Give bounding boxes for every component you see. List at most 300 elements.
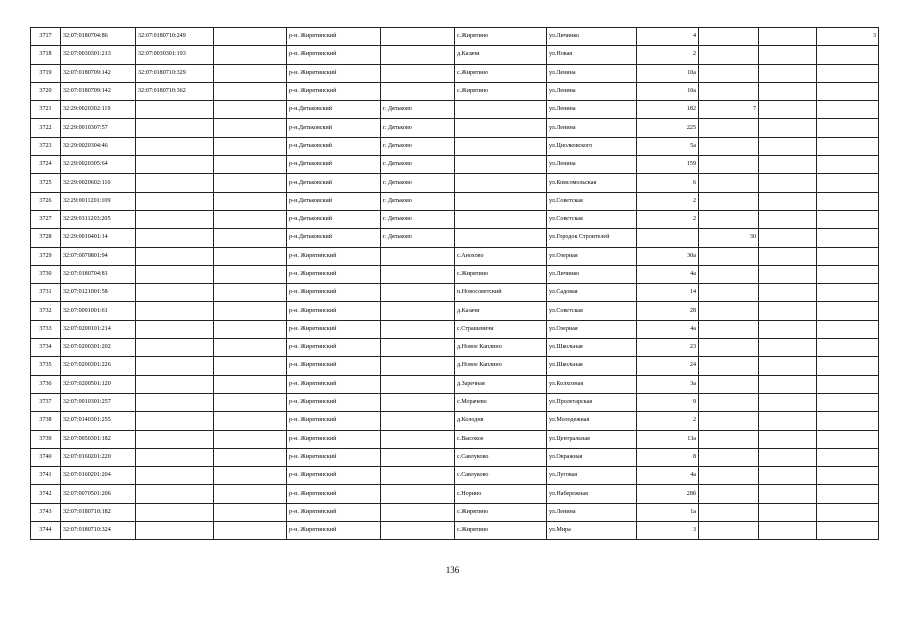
extra-cell [759, 485, 817, 503]
empty-cell [214, 339, 287, 357]
district-cell: р-н.Дятьковский [287, 210, 381, 228]
city-cell: г. Дятьково [381, 101, 455, 119]
house-number-cell: 13а [637, 430, 699, 448]
street-cell: ул.Луговая [547, 467, 637, 485]
parent-cadastral-number-cell [136, 156, 214, 174]
apartment-cell [699, 339, 759, 357]
extra-cell [759, 302, 817, 320]
street-cell: ул.Набережная [547, 485, 637, 503]
apartment-cell [699, 82, 759, 100]
cadastral-number-cell: 32:07:0160201:204 [61, 467, 136, 485]
parent-cadastral-number-cell [136, 101, 214, 119]
register-table-body [31, 28, 879, 540]
row-number-cell: 3720 [31, 82, 61, 100]
apartment-cell [699, 375, 759, 393]
extra-cell-2 [817, 375, 879, 393]
table-row [31, 412, 879, 430]
house-number-cell: 4а [637, 265, 699, 283]
extra-cell [759, 28, 817, 46]
extra-cell [759, 467, 817, 485]
parent-cadastral-number-cell [136, 467, 214, 485]
row-number-cell: 3721 [31, 101, 61, 119]
row-number-cell: 3719 [31, 64, 61, 82]
settlement-cell: с.Жирятино [455, 64, 547, 82]
empty-cell [214, 357, 287, 375]
apartment-cell [699, 302, 759, 320]
street-cell: ул.Центральная [547, 430, 637, 448]
empty-cell [214, 430, 287, 448]
extra-cell-2 [817, 82, 879, 100]
settlement-cell: с.Жирятино [455, 503, 547, 521]
apartment-cell [699, 119, 759, 137]
row-number-cell: 3729 [31, 247, 61, 265]
empty-cell [214, 503, 287, 521]
empty-cell [214, 375, 287, 393]
apartment-cell [699, 174, 759, 192]
extra-cell [759, 210, 817, 228]
parent-cadastral-number-cell: 32:07:0180710:329 [136, 64, 214, 82]
row-number-cell: 3728 [31, 229, 61, 247]
cadastral-number-cell: 32:07:0200301:226 [61, 357, 136, 375]
table-row [31, 82, 879, 100]
parent-cadastral-number-cell [136, 247, 214, 265]
settlement-cell: с.Страшевичи [455, 320, 547, 338]
settlement-cell: с.Высокое [455, 430, 547, 448]
apartment-cell [699, 467, 759, 485]
table-row [31, 375, 879, 393]
city-cell [381, 302, 455, 320]
extra-cell-2 [817, 412, 879, 430]
settlement-cell: с.Жирятино [455, 265, 547, 283]
cadastral-number-cell: 32:29:0011201:109 [61, 192, 136, 210]
table-row [31, 302, 879, 320]
apartment-cell [699, 265, 759, 283]
row-number-cell: 3737 [31, 393, 61, 411]
city-cell [381, 357, 455, 375]
table-row [31, 137, 879, 155]
settlement-cell: с.Морачево [455, 393, 547, 411]
apartment-cell [699, 320, 759, 338]
table-row [31, 430, 879, 448]
extra-cell-2 [817, 302, 879, 320]
district-cell: р-н. Жирятинский [287, 302, 381, 320]
settlement-cell: п.Новосоветский [455, 284, 547, 302]
cadastral-number-cell: 32:07:0140301:255 [61, 412, 136, 430]
parent-cadastral-number-cell [136, 192, 214, 210]
settlement-cell [455, 156, 547, 174]
parent-cadastral-number-cell [136, 284, 214, 302]
district-cell: р-н. Жирятинский [287, 412, 381, 430]
empty-cell [214, 265, 287, 283]
parent-cadastral-number-cell [136, 174, 214, 192]
row-number-cell: 3744 [31, 522, 61, 540]
parent-cadastral-number-cell [136, 448, 214, 466]
parent-cadastral-number-cell [136, 265, 214, 283]
extra-cell-2 [817, 393, 879, 411]
house-number-cell: 6 [637, 174, 699, 192]
apartment-cell [699, 192, 759, 210]
house-number-cell: 30а [637, 247, 699, 265]
apartment-cell [699, 393, 759, 411]
row-number-cell: 3738 [31, 412, 61, 430]
settlement-cell: д.Казачи [455, 302, 547, 320]
table-row [31, 64, 879, 82]
city-cell: г. Дятьково [381, 210, 455, 228]
extra-cell [759, 64, 817, 82]
parent-cadastral-number-cell [136, 119, 214, 137]
extra-cell-2 [817, 339, 879, 357]
parent-cadastral-number-cell: 32:07:0180710:249 [136, 28, 214, 46]
cadastral-number-cell: 32:07:0180704:81 [61, 265, 136, 283]
apartment-cell [699, 210, 759, 228]
house-number-cell: 10а [637, 82, 699, 100]
extra-cell-2 [817, 522, 879, 540]
district-cell: р-н. Жирятинский [287, 46, 381, 64]
empty-cell [214, 522, 287, 540]
street-cell: ул.Советская [547, 192, 637, 210]
street-cell: ул.Озерная [547, 320, 637, 338]
settlement-cell: д.Заречная [455, 375, 547, 393]
parent-cadastral-number-cell [136, 320, 214, 338]
house-number-cell: 14 [637, 284, 699, 302]
row-number-cell: 3726 [31, 192, 61, 210]
extra-cell-2 [817, 485, 879, 503]
cadastral-number-cell: 32:07:0180709:142 [61, 64, 136, 82]
empty-cell [214, 320, 287, 338]
extra-cell [759, 229, 817, 247]
extra-cell-2 [817, 46, 879, 64]
city-cell [381, 375, 455, 393]
cadastral-number-cell: 32:29:0010401:14 [61, 229, 136, 247]
cadastral-number-cell: 32:07:0160201:220 [61, 448, 136, 466]
street-cell: ул.Школьная [547, 339, 637, 357]
district-cell: р-н. Жирятинский [287, 503, 381, 521]
settlement-cell: д.Колодня [455, 412, 547, 430]
extra-cell-2 [817, 210, 879, 228]
cadastral-number-cell: 32:07:0200101:214 [61, 320, 136, 338]
city-cell [381, 320, 455, 338]
street-cell: ул.Колхозная [547, 375, 637, 393]
street-cell: ул.Комсомольская [547, 174, 637, 192]
city-cell [381, 28, 455, 46]
table-row [31, 522, 879, 540]
empty-cell [214, 192, 287, 210]
empty-cell [214, 82, 287, 100]
table-row [31, 156, 879, 174]
house-number-cell: 4а [637, 320, 699, 338]
settlement-cell: с.Савлуково [455, 448, 547, 466]
extra-cell-2 [817, 467, 879, 485]
house-number-cell: 9 [637, 393, 699, 411]
settlement-cell: д.Новое Каплино [455, 357, 547, 375]
empty-cell [214, 210, 287, 228]
cadastral-number-cell: 32:29:0020602:110 [61, 174, 136, 192]
row-number-cell: 3724 [31, 156, 61, 174]
table-row [31, 503, 879, 521]
settlement-cell: с.Норино [455, 485, 547, 503]
cadastral-number-cell: 32:29:0311203:205 [61, 210, 136, 228]
empty-cell [214, 64, 287, 82]
city-cell [381, 339, 455, 357]
settlement-cell [455, 174, 547, 192]
table-row [31, 467, 879, 485]
table-row [31, 101, 879, 119]
street-cell: ул.Молодежная [547, 412, 637, 430]
apartment-cell [699, 448, 759, 466]
cadastral-number-cell: 32:29:0020304:46 [61, 137, 136, 155]
extra-cell-2 [817, 156, 879, 174]
settlement-cell [455, 119, 547, 137]
street-cell: ул.Новая [547, 46, 637, 64]
street-cell: ул.Ленина [547, 156, 637, 174]
table-row [31, 174, 879, 192]
parent-cadastral-number-cell [136, 375, 214, 393]
street-cell: ул.Мира [547, 522, 637, 540]
street-cell: ул.Личинко [547, 28, 637, 46]
row-number-cell: 3730 [31, 265, 61, 283]
house-number-cell: 10а [637, 64, 699, 82]
street-cell: ул.Озерная [547, 247, 637, 265]
row-number-cell: 3734 [31, 339, 61, 357]
row-number-cell: 3743 [31, 503, 61, 521]
table-row [31, 119, 879, 137]
empty-cell [214, 485, 287, 503]
apartment-cell [699, 284, 759, 302]
row-number-cell: 3723 [31, 137, 61, 155]
empty-cell [214, 137, 287, 155]
apartment-cell [699, 46, 759, 64]
cadastral-number-cell: 32:07:0180710:324 [61, 522, 136, 540]
row-number-cell: 3725 [31, 174, 61, 192]
city-cell [381, 522, 455, 540]
district-cell: р-н.Дятьковский [287, 174, 381, 192]
street-cell: ул.Ленина [547, 82, 637, 100]
city-cell [381, 284, 455, 302]
house-number-cell: 159 [637, 156, 699, 174]
district-cell: р-н. Жирятинский [287, 247, 381, 265]
extra-cell [759, 119, 817, 137]
cadastral-number-cell: 32:07:0121001:58 [61, 284, 136, 302]
parent-cadastral-number-cell [136, 393, 214, 411]
apartment-cell [699, 64, 759, 82]
table-row [31, 210, 879, 228]
parent-cadastral-number-cell [136, 229, 214, 247]
house-number-cell: 28б [637, 485, 699, 503]
parent-cadastral-number-cell [136, 210, 214, 228]
city-cell: г. Дятьково [381, 119, 455, 137]
extra-cell [759, 339, 817, 357]
district-cell: р-н.Дятьковский [287, 137, 381, 155]
table-row [31, 393, 879, 411]
settlement-cell: д.Новое Каплино [455, 339, 547, 357]
district-cell: р-н. Жирятинский [287, 375, 381, 393]
settlement-cell: с.Анохово [455, 247, 547, 265]
extra-cell-2 [817, 137, 879, 155]
cadastral-number-cell: 32:29:0010307:57 [61, 119, 136, 137]
district-cell: р-н. Жирятинский [287, 339, 381, 357]
extra-cell-2 [817, 174, 879, 192]
extra-cell-2 [817, 247, 879, 265]
extra-cell-2 [817, 503, 879, 521]
house-number-cell: 2 [637, 46, 699, 64]
extra-cell-2 [817, 229, 879, 247]
extra-cell [759, 375, 817, 393]
city-cell: г. Дятьково [381, 156, 455, 174]
apartment-cell [699, 28, 759, 46]
house-number-cell: 5а [637, 137, 699, 155]
empty-cell [214, 156, 287, 174]
table-row [31, 339, 879, 357]
cadastral-number-cell: 32:07:0180704:86 [61, 28, 136, 46]
extra-cell [759, 284, 817, 302]
house-number-cell [637, 229, 699, 247]
street-cell: ул.Советская [547, 210, 637, 228]
district-cell: р-н. Жирятинский [287, 430, 381, 448]
extra-cell-2 [817, 64, 879, 82]
house-number-cell: 28 [637, 302, 699, 320]
parent-cadastral-number-cell [136, 503, 214, 521]
street-cell: ул.Ленина [547, 119, 637, 137]
row-number-cell: 3739 [31, 430, 61, 448]
city-cell [381, 467, 455, 485]
settlement-cell [455, 137, 547, 155]
house-number-cell: 2 [637, 192, 699, 210]
street-cell: ул.Ленина [547, 503, 637, 521]
city-cell: г. Дятьково [381, 174, 455, 192]
apartment-cell [699, 156, 759, 174]
district-cell: р-н. Жирятинский [287, 485, 381, 503]
apartment-cell [699, 485, 759, 503]
street-cell: ул.Личинко [547, 265, 637, 283]
district-cell: р-н. Жирятинский [287, 28, 381, 46]
district-cell: р-н. Жирятинский [287, 82, 381, 100]
empty-cell [214, 28, 287, 46]
house-number-cell: 24 [637, 357, 699, 375]
table-row [31, 265, 879, 283]
parent-cadastral-number-cell [136, 357, 214, 375]
table-row [31, 320, 879, 338]
extra-cell [759, 156, 817, 174]
cadastral-number-cell: 32:07:0030301:213 [61, 46, 136, 64]
extra-cell-2 [817, 284, 879, 302]
city-cell [381, 82, 455, 100]
cadastral-number-cell: 32:07:0091001:61 [61, 302, 136, 320]
extra-cell [759, 430, 817, 448]
settlement-cell [455, 192, 547, 210]
district-cell: р-н.Дятьковский [287, 101, 381, 119]
row-number-cell: 3717 [31, 28, 61, 46]
settlement-cell: д.Казачи [455, 46, 547, 64]
row-number-cell: 3722 [31, 119, 61, 137]
settlement-cell: с.Жирятино [455, 522, 547, 540]
city-cell [381, 503, 455, 521]
parent-cadastral-number-cell: 32:07:0180710:362 [136, 82, 214, 100]
extra-cell-2 [817, 101, 879, 119]
parent-cadastral-number-cell [136, 430, 214, 448]
empty-cell [214, 467, 287, 485]
cadastral-number-cell: 32:07:0070801:94 [61, 247, 136, 265]
district-cell: р-н. Жирятинский [287, 64, 381, 82]
empty-cell [214, 174, 287, 192]
cadastral-number-cell: 32:07:0180710:182 [61, 503, 136, 521]
city-cell [381, 393, 455, 411]
street-cell: ул.Ленина [547, 64, 637, 82]
house-number-cell: 2 [637, 210, 699, 228]
city-cell [381, 430, 455, 448]
cadastral-number-cell: 32:07:0050301:182 [61, 430, 136, 448]
house-number-cell: 182 [637, 101, 699, 119]
extra-cell [759, 137, 817, 155]
cadastral-number-cell: 32:07:0070501:206 [61, 485, 136, 503]
city-cell [381, 412, 455, 430]
house-number-cell: 8 [637, 448, 699, 466]
row-number-cell: 3741 [31, 467, 61, 485]
city-cell [381, 265, 455, 283]
extra-cell [759, 101, 817, 119]
cadastral-number-cell: 32:29:0020305:64 [61, 156, 136, 174]
apartment-cell: 7 [699, 101, 759, 119]
district-cell: р-н. Жирятинский [287, 393, 381, 411]
extra-cell-2 [817, 357, 879, 375]
settlement-cell: с.Савлуково [455, 467, 547, 485]
extra-cell [759, 46, 817, 64]
cadastral-number-cell: 32:29:0020302:119 [61, 101, 136, 119]
row-number-cell: 3718 [31, 46, 61, 64]
extra-cell [759, 412, 817, 430]
district-cell: р-н. Жирятинский [287, 320, 381, 338]
cadastral-number-cell: 32:07:0010301:257 [61, 393, 136, 411]
table-row [31, 229, 879, 247]
row-number-cell: 3740 [31, 448, 61, 466]
city-cell: г. Дятьково [381, 229, 455, 247]
extra-cell-2 [817, 119, 879, 137]
table-row [31, 46, 879, 64]
empty-cell [214, 46, 287, 64]
district-cell: р-н. Жирятинский [287, 448, 381, 466]
cadastral-number-cell: 32:07:0200501:120 [61, 375, 136, 393]
house-number-cell: 2 [637, 412, 699, 430]
apartment-cell [699, 412, 759, 430]
district-cell: р-н. Жирятинский [287, 467, 381, 485]
house-number-cell: 4 [637, 28, 699, 46]
parent-cadastral-number-cell [136, 522, 214, 540]
apartment-cell [699, 503, 759, 521]
house-number-cell: 3а [637, 375, 699, 393]
street-cell: ул.Садовая [547, 284, 637, 302]
empty-cell [214, 302, 287, 320]
city-cell: г. Дятьково [381, 192, 455, 210]
parent-cadastral-number-cell [136, 302, 214, 320]
row-number-cell: 3742 [31, 485, 61, 503]
extra-cell [759, 265, 817, 283]
table-row [31, 357, 879, 375]
house-number-cell: 1а [637, 503, 699, 521]
empty-cell [214, 448, 287, 466]
cadastral-number-cell: 32:07:0180709:142 [61, 82, 136, 100]
apartment-cell [699, 247, 759, 265]
parent-cadastral-number-cell: 32:07:0030301:193 [136, 46, 214, 64]
parent-cadastral-number-cell [136, 412, 214, 430]
extra-cell [759, 247, 817, 265]
city-cell: г. Дятьково [381, 137, 455, 155]
city-cell [381, 64, 455, 82]
apartment-cell [699, 430, 759, 448]
street-cell: ул.Городок Строителей [547, 229, 637, 247]
apartment-cell [699, 357, 759, 375]
empty-cell [214, 119, 287, 137]
city-cell [381, 46, 455, 64]
empty-cell [214, 101, 287, 119]
